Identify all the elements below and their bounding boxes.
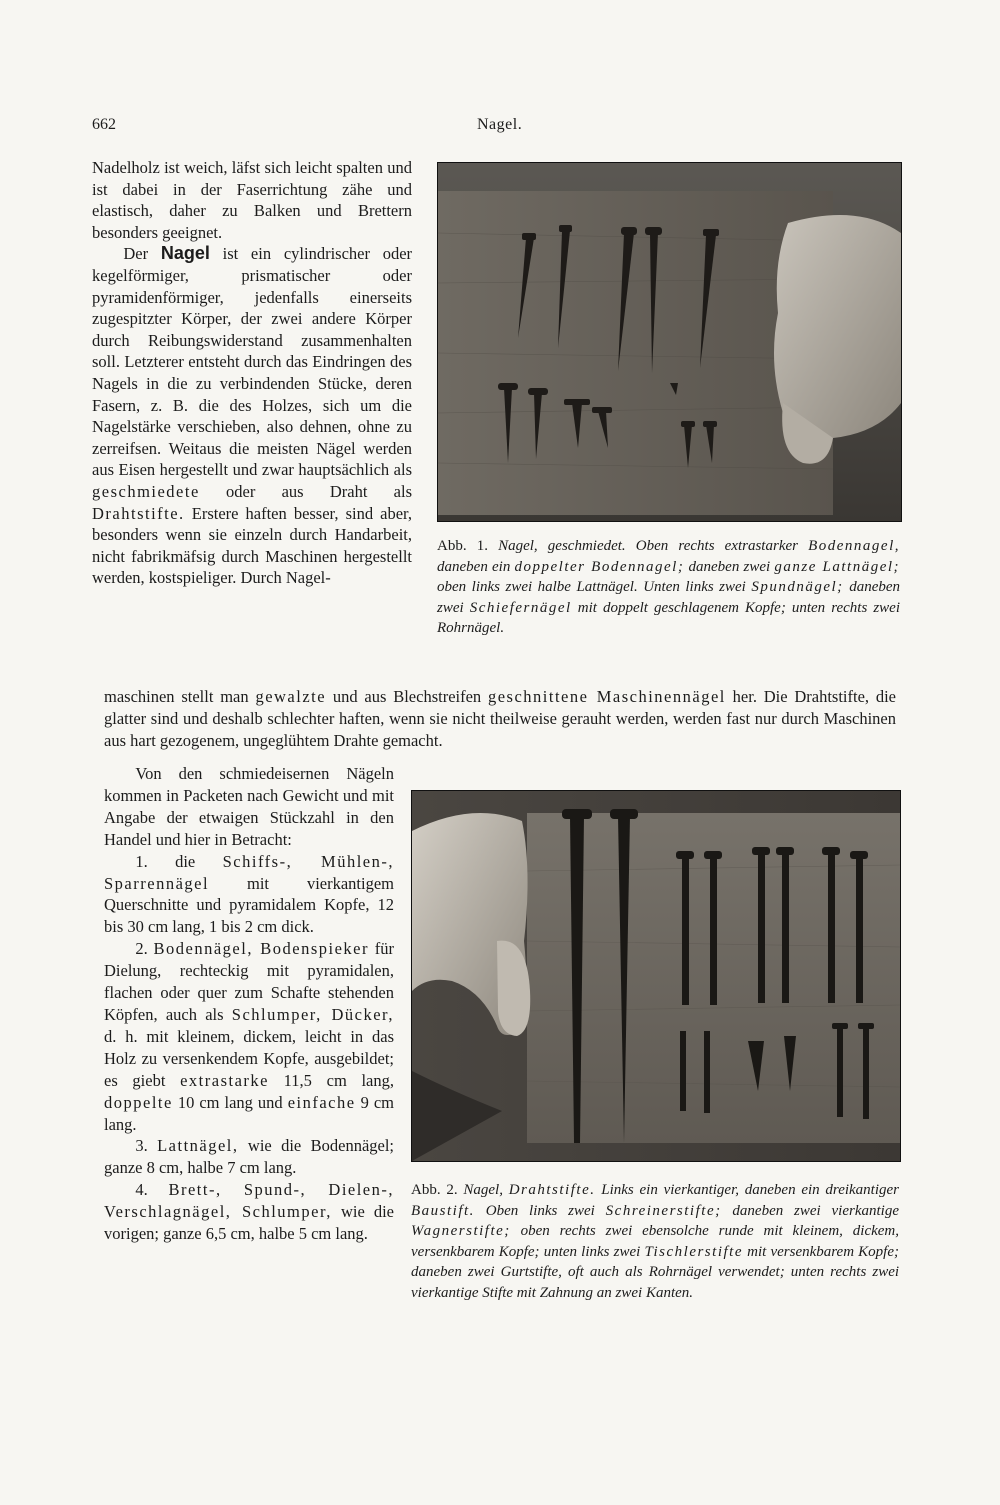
full-text-part-2: und aus Blechstreifen [332, 687, 482, 706]
figure-2-caption-text-2: Links ein vierkantiger, daneben ein dreikantiger [601, 1182, 900, 1198]
item-2-text-5: 9 cm lang. [104, 1092, 395, 1134]
nagel-keyword: Nagel [160, 243, 210, 264]
wire-nails-photo [412, 791, 900, 1161]
figure-1-label: Abb. 1. [437, 538, 488, 554]
figure-1-caption-text-6: mit doppelt geschlagenem Kopfe; unten rechts zwei [577, 599, 901, 616]
nagel-text-3: Erstere haften besser, sind aber, besonders wenn sie einzeln durch Handarbeit, nicht fabrikmäfsig durch Maschinen hergestellt werden, kostspieliger. Durch Nagel- [92, 503, 412, 588]
list-intro: Von den schmiedeisernen Nägeln kommen in Packeten nach Gewicht und mit Angabe der etwaigen Stückzahl in den Handel und hier in Betracht: [104, 764, 394, 849]
figure-1-term-6: Rohrnägel. [437, 620, 505, 637]
figure-1-term-3: ganze Lattnägel; [774, 558, 901, 575]
item-3-label: 3. [135, 1136, 148, 1156]
figure-2-term-5: Tischlerstifte [644, 1243, 743, 1260]
nagel-text-1: ist ein cylindrischer oder kegelförmiger, prismatischer oder pyramidenförmiger, jedenfalls einerseits zugespitzter Körper, der zwei andere Körper durch Reibungswiderstand zusammenhalten soll. Letzterer entsteht durch das Eindringen des Nagels in die zu verbindenden Stücke, deren Fasern, z. B. die des Holzes, sich um die Nagelstärke verschieben, also dehnen, ohne zu zerreifsen. Weitaus die meisten Nägel werden aus Eisen hergestellt und zwar hauptsächlich als [92, 244, 413, 480]
item-2-text-2: d. h. mit kleinem, dickem, leicht in das Holz zu versenkendem Kopfe, ausgebildet; es giebt [104, 1026, 394, 1090]
forged-nails-photo [438, 163, 901, 521]
figure-1-term-2: doppelter Bodennagel; [514, 558, 685, 575]
figure-2-caption-text-1: Nagel, [463, 1182, 503, 1198]
item-2-text-1: für Dielung, rechteckig mit pyramidalen, flachen oder quer zum Schafte stehenden Köpfen, auch als [104, 939, 395, 1024]
text-column-top [92, 157, 412, 589]
figure-2-caption-text-4: daneben zwei vierkantige [732, 1202, 899, 1219]
figure-2-term-3: Schreinerstifte; [605, 1202, 722, 1219]
item-1-label: 1. die [135, 851, 196, 871]
page-number: 662 [92, 116, 116, 133]
item-3-text: wie die Bodennägel; ganze 8 cm, halbe 7 cm lang. [104, 1136, 395, 1178]
list-item-1 [104, 851, 394, 939]
item-2-term-3: extrastarke [180, 1070, 269, 1090]
figure-2-photo [411, 790, 901, 1162]
figure-2-caption-text-3: Oben links zwei [485, 1202, 595, 1219]
item-2-term-5: einfache [287, 1092, 356, 1112]
item-2-term: Bodennägel, Bodenspieker [153, 939, 369, 959]
term-maschinennaegel: geschnittene Maschinennägel [487, 687, 726, 706]
figure-2-term-4: Wagnerstifte; [411, 1223, 511, 1240]
page-header [92, 116, 908, 140]
term-drahtstifte: Drahtstifte. [92, 503, 185, 523]
nagel-text-2: oder aus Draht als [226, 481, 412, 501]
figure-1-caption-text-5: daneben zwei [437, 579, 901, 616]
item-2-term-4: doppelte [104, 1092, 173, 1112]
figure-1-caption-text-2: daneben ein [437, 558, 511, 575]
figure-2-caption [411, 1180, 899, 1304]
maschinen-paragraph [104, 686, 896, 751]
item-4-label: 4. [135, 1180, 148, 1200]
item-1-text: mit vierkantigem Querschnitte und pyramidalem Kopfe, 12 bis 30 cm lang, 1 bis 2 cm dick. [104, 873, 394, 937]
figure-2-term-6: Gurtstifte, [500, 1264, 562, 1281]
nagel-prefix: Der [123, 244, 149, 264]
list-item-4 [104, 1179, 394, 1245]
figure-2-term-2: Baustift. [411, 1202, 475, 1219]
item-3-term: Lattnägel, [157, 1136, 239, 1156]
list-item-3 [104, 1135, 394, 1179]
text-column-bottom [104, 763, 394, 1245]
figure-2-caption-text-7: oft auch als Rohrnägel verwendet; unten rechts zwei vierkantige Stifte mit Zahnung an zwei Kanten. [411, 1264, 900, 1301]
term-geschmiedete: geschmiedete [92, 481, 200, 501]
item-2-text-4: 10 cm lang und [177, 1092, 283, 1112]
figure-1-photo [437, 162, 902, 522]
full-text-part-1: maschinen stellt man [104, 687, 249, 706]
term-gewalzte: gewalzte [255, 687, 327, 706]
figure-1-term-5: Schiefernägel [469, 599, 572, 616]
figure-2-caption-text-6: mit versenkbarem Kopfe; daneben zwei [411, 1243, 900, 1281]
figure-1-caption-text-3: daneben zwei [688, 558, 771, 575]
figure-1-term-4: Spundnägel; [751, 579, 844, 596]
figure-1-caption [437, 536, 900, 639]
figure-2-term-1: Drahtstifte. [508, 1182, 596, 1198]
item-1-term: Schiffs-, Mühlen-, Sparrennägel [104, 851, 395, 893]
item-2-text-3: 11,5 cm lang, [283, 1070, 394, 1090]
item-4-text: wie die vorigen; ganze 6,5 cm, halbe 5 cm lang. [104, 1202, 394, 1244]
full-text-part-3: her. Die Drahtstifte, die glatter sind und deshalb schlechter haften, wenn sie nicht theilweise gerauht werden, werden fast nur durch Maschinen aus hart gezogenem, ungeglühtem Drahte gemacht. [104, 687, 896, 750]
figure-1-caption-text-4: oben links zwei halbe Lattnägel. Unten links zwei [437, 579, 746, 596]
figure-1-term-1: Bodennagel, [808, 538, 900, 554]
figure-2-label: Abb. 2. [411, 1182, 458, 1198]
figure-1-caption-text-1: Nagel, geschmiedet. Oben rechts extrastarker [498, 538, 798, 554]
item-2-term-2: Schlumper, Dücker, [231, 1004, 394, 1024]
intro-paragraph: Nadelholz ist weich, läfst sich leicht spalten und ist dabei in der Faserrichtung zähe und elastisch, daher zu Balken und Brettern besonders geeignet. [92, 158, 412, 242]
running-title: Nagel. [477, 116, 523, 133]
list-item-2 [104, 938, 394, 1135]
item-4-term: Brett-, Spund-, Dielen-, Verschlagnägel, Schlumper, [104, 1180, 395, 1222]
text-full-width [104, 686, 896, 751]
item-2-label: 2. [135, 939, 148, 959]
nagel-paragraph [92, 243, 412, 589]
figure-2-caption-text-5: oben rechts zwei ebensolche runde mit kleinem, dickem, versenkbarem Kopfe; unten links zwei [411, 1223, 899, 1260]
